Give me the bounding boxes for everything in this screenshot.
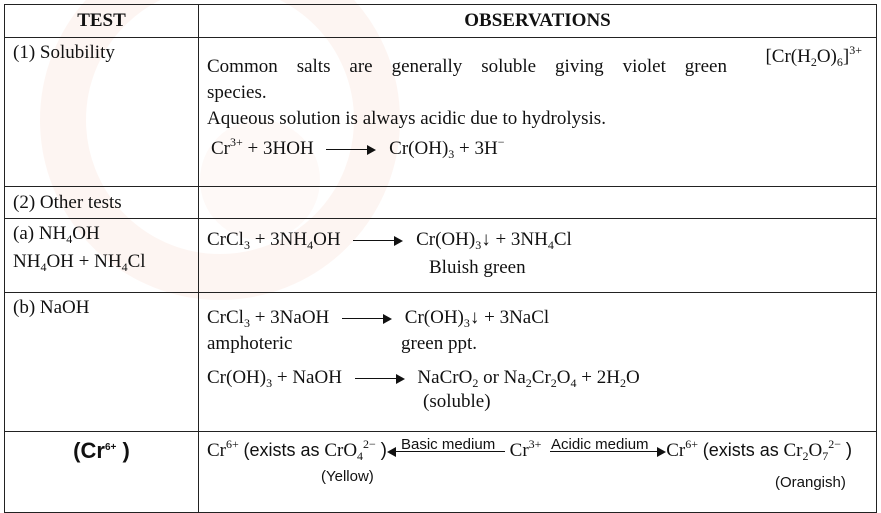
nh4oh-observation [199, 219, 877, 293]
other-tests-empty [199, 187, 877, 219]
solubility-line2: Aqueous solution is always acidic due to hydrolysis. [207, 108, 606, 129]
green-ppt-label: green ppt. [401, 333, 477, 354]
nh4oh-test-a: (a) NH [13, 223, 67, 244]
orangish-label: (Orangish) [775, 474, 846, 491]
naoh-equation2: $Cr(OH)_3$ + NaOH NaCrO$_2$ or $Na_2Cr_2O_4 + 2H_2O$ [207, 367, 640, 390]
solubility-line1b: species. [207, 82, 267, 103]
exists-as-1: (exists as [243, 440, 320, 460]
solubility-test: (1) Solubility [5, 38, 199, 187]
test-header: TEST [5, 5, 199, 38]
hydrolysis-equation: $Cr^{3+} + 3HOH$ $Cr(OH)_3 + 3H^-$ [211, 135, 505, 161]
naoh-labels [207, 333, 868, 355]
bluish-green-label: Bluish green [429, 257, 526, 278]
reaction-arrow-icon [355, 374, 405, 384]
cr6-scheme: $Cr^{6+}$ (exists as CrO$_4^{2-}$ ) $Cr^{3+}$ $Cr^{6+}$ (exists as $Cr_2O_7^{2-}$ ) [207, 437, 853, 463]
yellow-label: (Yellow) [321, 468, 374, 485]
amphoteric-label: amphoteric [207, 333, 293, 354]
acidic-medium-label: Acidic medium [551, 436, 649, 453]
hexaaqua-complex: $[Cr(H_2O)_6]^{3+}$ [765, 43, 862, 69]
nh4oh-test: (a) $NH_4OH$ $NH_4OH + NH_4Cl$ [5, 219, 199, 293]
cr6-test-label: (Cr [73, 438, 105, 463]
naoh-test: (b) NaOH [5, 293, 199, 432]
cr6-test: ($Cr^{6+}$ ) [5, 432, 199, 513]
nh4oh-test-b: NH [13, 251, 41, 272]
solubility-observation [199, 38, 877, 187]
observations-header: OBSERVATIONS [199, 5, 877, 38]
table-row [5, 293, 877, 432]
solubility-line1: Common salts are generally soluble giving violet green [207, 56, 727, 77]
other-tests-label: (2) Other tests [5, 187, 199, 219]
soluble-label: (soluble) [423, 391, 491, 412]
table-row [5, 432, 877, 513]
nh4oh-equation: CrCl$_3$ + $3NH_4OH$ $Cr(OH)_3↓ + 3NH_4Cl$ [207, 229, 572, 252]
header-row [5, 5, 877, 38]
table-row [5, 219, 877, 293]
reaction-arrow-icon [326, 145, 376, 155]
naoh-equation1: CrCl$_3$ + 3NaOH $Cr(OH)_3↓$ + 3NaCl [207, 307, 550, 330]
exists-as-2: (exists as [702, 440, 779, 460]
naoh-observation [199, 293, 877, 432]
chromium-tests-table [4, 4, 877, 513]
table-row [5, 38, 877, 187]
cr6-observation [199, 432, 877, 513]
table-row [5, 187, 877, 219]
reaction-arrow-icon [353, 236, 403, 246]
basic-medium-label: Basic medium [401, 436, 496, 453]
reaction-arrow-icon [342, 314, 392, 324]
